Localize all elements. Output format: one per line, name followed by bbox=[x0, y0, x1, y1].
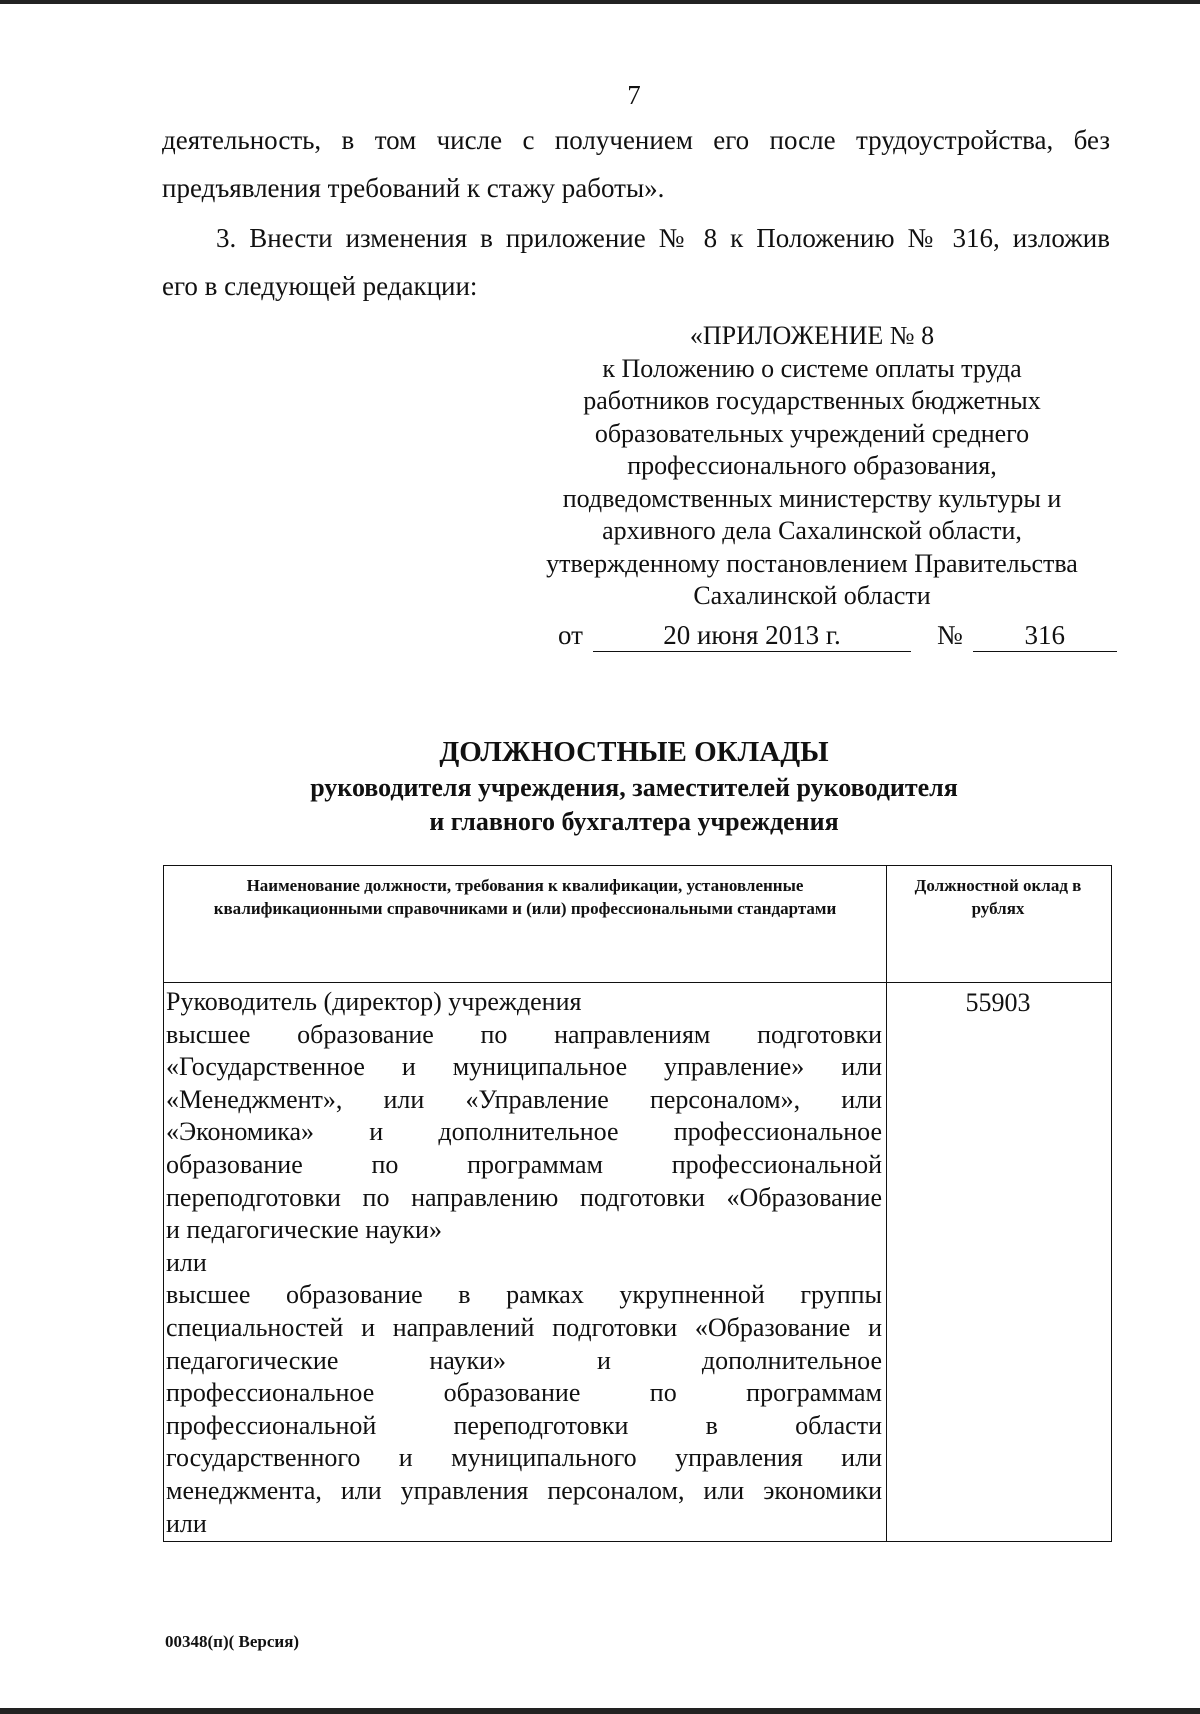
annex-block bbox=[520, 320, 1104, 613]
scan-border-bottom bbox=[0, 1708, 1200, 1714]
table-cell-line: или bbox=[166, 1247, 207, 1277]
annex-line: работников государственных бюджетных bbox=[583, 386, 1041, 415]
intro-paragraph-line: деятельность, в том числе с получением его после трудоустройства, без bbox=[162, 125, 1110, 155]
table-cell-line: профессиональное образование по программам bbox=[166, 1378, 882, 1408]
table-header-position: Наименование должности, требования к квалификации, установленные квалификационными справочниками и (или) профессиональными стандартами bbox=[213, 876, 837, 918]
table-cell-line: или bbox=[166, 1508, 207, 1538]
table-row-position-description bbox=[166, 986, 882, 1540]
annex-title: «ПРИЛОЖЕНИЕ № 8 bbox=[689, 321, 935, 350]
table-cell-line: государственного и муниципального управления или bbox=[166, 1443, 882, 1473]
table-column-divider bbox=[886, 866, 887, 1541]
table-cell-line: и педагогические науки» bbox=[166, 1215, 442, 1245]
section-heading: ДОЛЖНОСТНЫЕ ОКЛАДЫ bbox=[439, 736, 829, 768]
annex-line: профессионального образования, bbox=[627, 451, 997, 480]
table-header-divider bbox=[164, 982, 1111, 983]
scan-border-top bbox=[0, 0, 1200, 4]
table-cell-salary-value: 55903 bbox=[965, 988, 1031, 1017]
document-footer-code: 00348(п)( Версия) bbox=[165, 1632, 300, 1651]
table-cell-line: «Менеджмент», или «Управление персоналом», или bbox=[166, 1084, 882, 1114]
table-cell-line: «Экономика» и дополнительное профессиональное bbox=[166, 1117, 882, 1147]
table-cell-line: Руководитель (директор) учреждения bbox=[166, 987, 582, 1016]
table-cell-line: педагогические науки» и дополнительное bbox=[166, 1345, 882, 1375]
section-subheading: и главного бухгалтера учреждения bbox=[429, 807, 839, 836]
amendment-paragraph-line: 3. Внести изменения в приложение № 8 к Положению № 316, изложив bbox=[216, 223, 1110, 253]
intro-paragraph-line: предъявления требований к стажу работы». bbox=[162, 173, 665, 203]
annex-line: утвержденному постановлением Правительства bbox=[546, 548, 1078, 578]
table-cell-line: менеджмента, или управления персоналом, или экономики bbox=[166, 1475, 882, 1505]
table-cell-line: переподготовки по направлению подготовки «Образование bbox=[166, 1182, 882, 1212]
resolution-number: 316 bbox=[973, 620, 1117, 652]
annex-line: к Положению о системе оплаты труда bbox=[602, 353, 1022, 383]
table-cell-line: образование по программам профессиональной bbox=[166, 1149, 882, 1179]
resolution-date: 20 июня 2013 г. bbox=[593, 620, 911, 652]
salary-table bbox=[163, 865, 1112, 1542]
table-cell-line: специальностей и направлений подготовки «Образование и bbox=[166, 1312, 882, 1342]
annex-line: Сахалинской области bbox=[693, 581, 931, 610]
date-prefix: от bbox=[558, 620, 583, 650]
annex-line: подведомственных министерству культуры и bbox=[562, 483, 1062, 513]
annex-line: архивного дела Сахалинской области, bbox=[602, 516, 1022, 545]
annex-line: образовательных учреждений среднего bbox=[594, 418, 1030, 448]
table-cell-line: профессиональной переподготовки в области bbox=[166, 1410, 882, 1440]
resolution-reference bbox=[558, 620, 1117, 652]
table-cell-line: «Государственное и муниципальное управление» или bbox=[166, 1052, 882, 1082]
table-header-salary: Должностной оклад в рублях bbox=[914, 876, 1082, 918]
table-cell-line: высшее образование по направлениям подготовки bbox=[166, 1019, 882, 1049]
number-sign: № bbox=[936, 620, 963, 650]
section-subheading: руководителя учреждения, заместителей руководителя bbox=[310, 773, 958, 802]
amendment-paragraph-line: его в следующей редакции: bbox=[162, 271, 478, 301]
page-number: 7 bbox=[627, 80, 641, 110]
table-cell-line: высшее образование в рамках укрупненной группы bbox=[166, 1280, 882, 1310]
